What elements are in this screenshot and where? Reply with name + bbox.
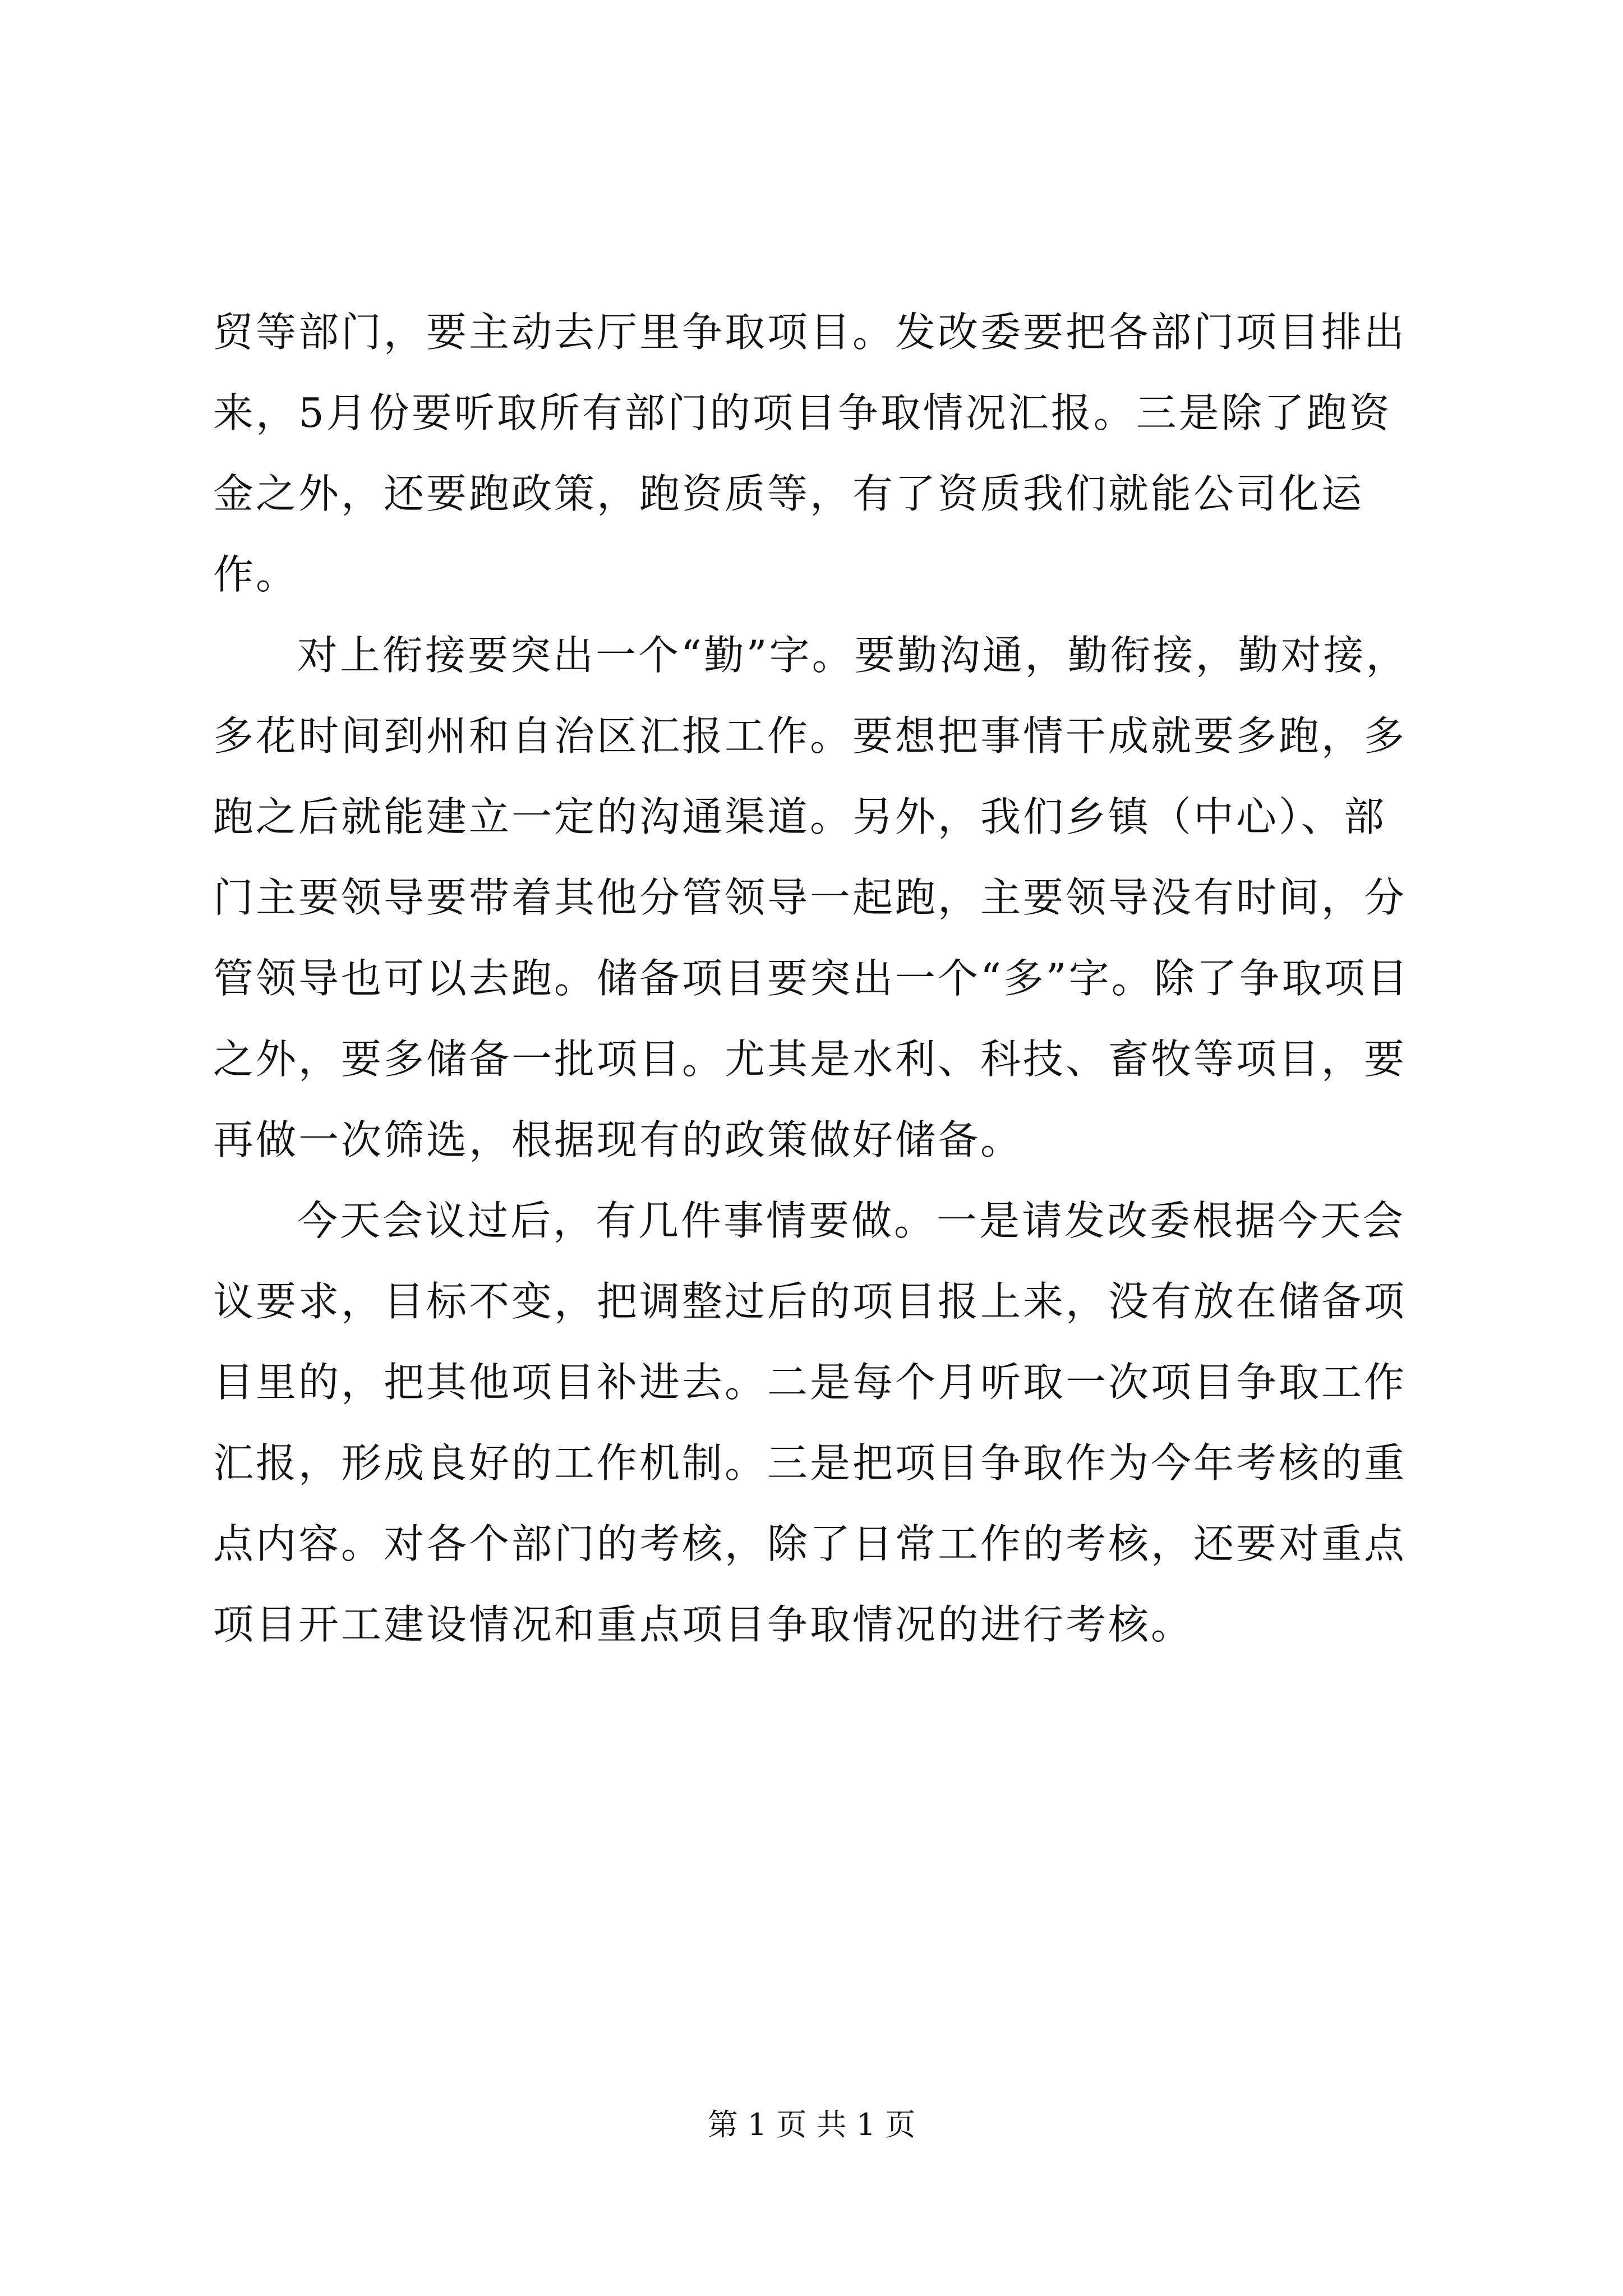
document-body [213,292,1419,1665]
paragraph-3: 今天会议过后，有几件事情要做。一是请发改委根据今天会议要求，目标不变，把调整过后的项目报上来，没有放在储备项目里的，把其他项目补进去。二是每个月听取一次项目争取工作汇报，形成良好的工作机制。三是把项目争取作为今年考核的重点内容。对各个部门的考核，除了日常工作的考核，还要对重点项目开工建设情况和重点项目争取情况的进行考核。 [213,1197,1407,1648]
page-footer: 第 1 页 共 1 页 [707,2107,916,2142]
paragraph-2: 对上衔接要突出一个“勤”字。要勤沟通，勤衔接，勤对接，多花时间到州和自治区汇报工作。要想把事情干成就要多跑，多跑之后就能建立一定的沟通渠道。另外，我们乡镇（中心）、部门主要领导要带着其他分管领导一起跑，主要领导没有时间，分管领导也可以去跑。储备项目要突出一个“多”字。除了争取项目之外，要多储备一批项目。尤其是水利、科技、畜牧等项目，要再做一次筛选，根据现有的政策做好储备。 [213,632,1410,1163]
paragraph-1: 贸等部门，要主动去厅里争取项目。发改委要把各部门项目排出来，5月份要听取所有部门的项目争取情况汇报。三是除了跑资金之外，还要跑政策，跑资质等，有了资质我们就能公司化运作。 [213,309,1407,598]
